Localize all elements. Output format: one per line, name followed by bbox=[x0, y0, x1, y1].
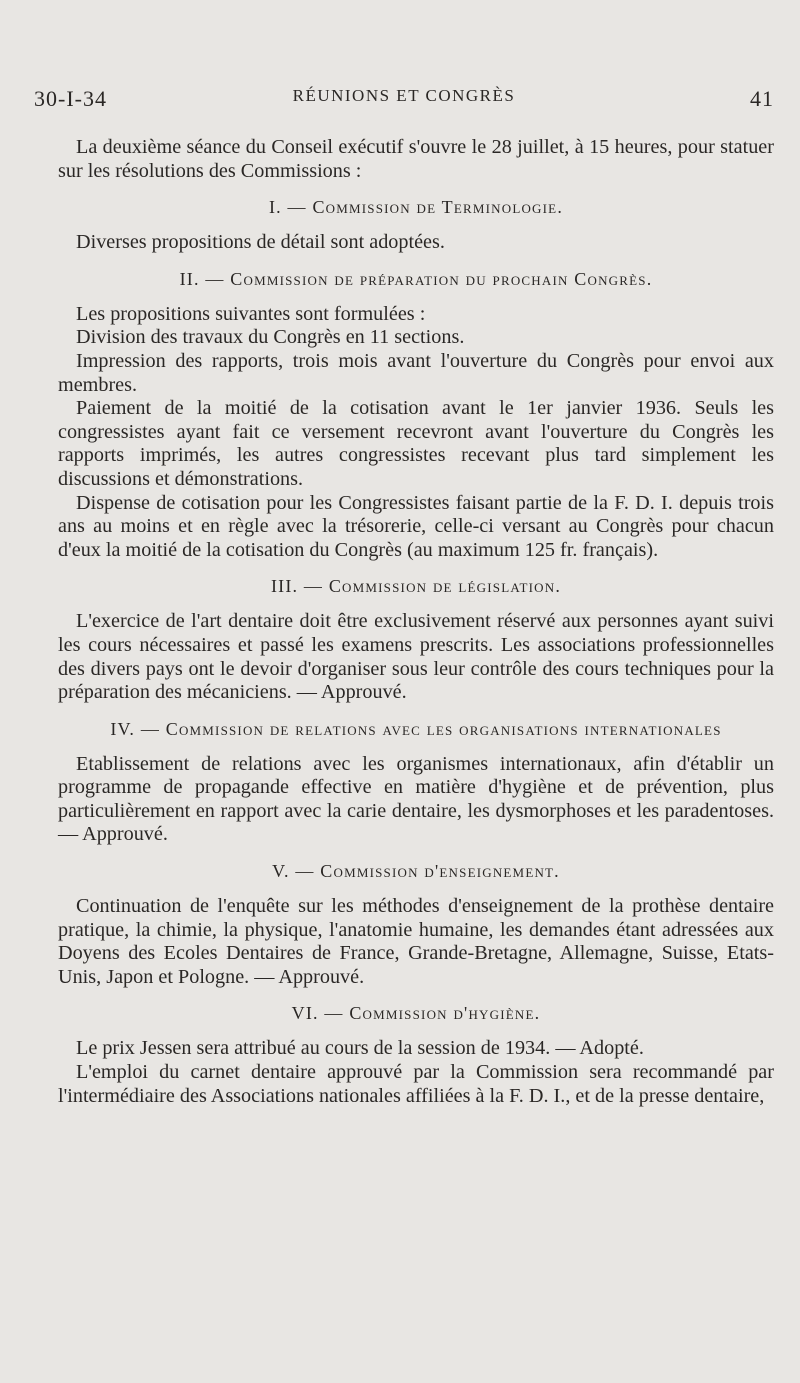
page-header bbox=[34, 86, 774, 116]
section-4-paragraph-1: Etablissement de relations avec les organismes internationaux, afin d'établir un programme de propagande effective en matière d'hygiène et de prévention, plus particulièrement en rapport avec la carie dentaire, les dysmorphoses et les paradentoses. — Approuvé. bbox=[58, 752, 774, 846]
section-2-paragraph-2: Division des travaux du Congrès en 11 sections. bbox=[76, 326, 465, 349]
section-2-paragraph-3: Impression des rapports, trois mois avant l'ouverture du Congrès pour envoi aux membres. bbox=[58, 349, 774, 396]
section-heading-3: III. — Commission de législation. bbox=[270, 576, 562, 597]
section-heading-6: VI. — Commission d'hygiène. bbox=[291, 1003, 541, 1024]
section-heading-2: II. — Commission de préparation du prochain Congrès. bbox=[179, 268, 653, 289]
section-3-paragraph-1: L'exercice de l'art dentaire doit être exclusivement réservé aux personnes ayant suivi les cours nécessaires et passé les examens prescrits. Les associations professionnelles des divers pays ont le devoir d'organiser sous leur contrôle des cours techniques pour la préparation des mécaniciens. — Approuvé. bbox=[58, 610, 774, 704]
section-2-paragraph-4: Paiement de la moitié de la cotisation avant le 1er janvier 1936. Seuls les congressistes ayant fait ce versement recevront avant l'ouverture du Congrès les rapports imprimés, les autres congressistes recevant plus tard simplement les discussions et démonstrations. bbox=[58, 397, 774, 490]
page-number: 41 bbox=[750, 86, 774, 111]
section-6-paragraph-1: Le prix Jessen sera attribué au cours de la session de 1934. — Adopté. bbox=[76, 1037, 644, 1060]
section-1-paragraph-1: Diverses propositions de détail sont adoptées. bbox=[76, 231, 445, 254]
header-date: 30-I-34 bbox=[34, 86, 107, 111]
intro-paragraph: La deuxième séance du Conseil exécutif s'ouvre le 28 juillet, à 15 heures, pour statuer sur les résolutions des Commissions : bbox=[58, 136, 774, 182]
section-heading-1: I. — Commission de Terminologie. bbox=[268, 197, 564, 218]
header-title: RÉUNIONS ET CONGRÈS bbox=[292, 86, 516, 105]
section-6-paragraph-2: L'emploi du carnet dentaire approuvé par la Commission sera recommandé par l'intermédiaire des Associations nationales affiliées à la F. D. I., et de la presse dentaire, bbox=[58, 1061, 774, 1107]
section-5-paragraph-1: Continuation de l'enquête sur les méthodes d'enseignement de la prothèse dentaire pratique, la chimie, la physique, l'anatomie humaine, les demandes étant adressées aux Doyens des Ecoles Dentaires de France, Grande-Bretagne, Allemagne, Suisse, Etats-Unis, Japon et Pologne. — Approuvé. bbox=[58, 895, 774, 988]
section-2-paragraph-1: Les propositions suivantes sont formulées : bbox=[76, 302, 426, 325]
section-heading-5: V. — Commission d'enseignement. bbox=[272, 861, 560, 882]
page-body bbox=[58, 136, 774, 1108]
section-2-paragraph-5: Dispense de cotisation pour les Congressistes faisant partie de la F. D. I. depuis trois ans au moins et en règle avec la trésorerie, celle-ci versant au Congrès pour chacun d'eux la moitié de la cotisation du Congrès (au maximum 125 fr. français). bbox=[58, 491, 774, 561]
section-heading-4: IV. — Commission de relations avec les organisations internationales bbox=[110, 718, 722, 739]
